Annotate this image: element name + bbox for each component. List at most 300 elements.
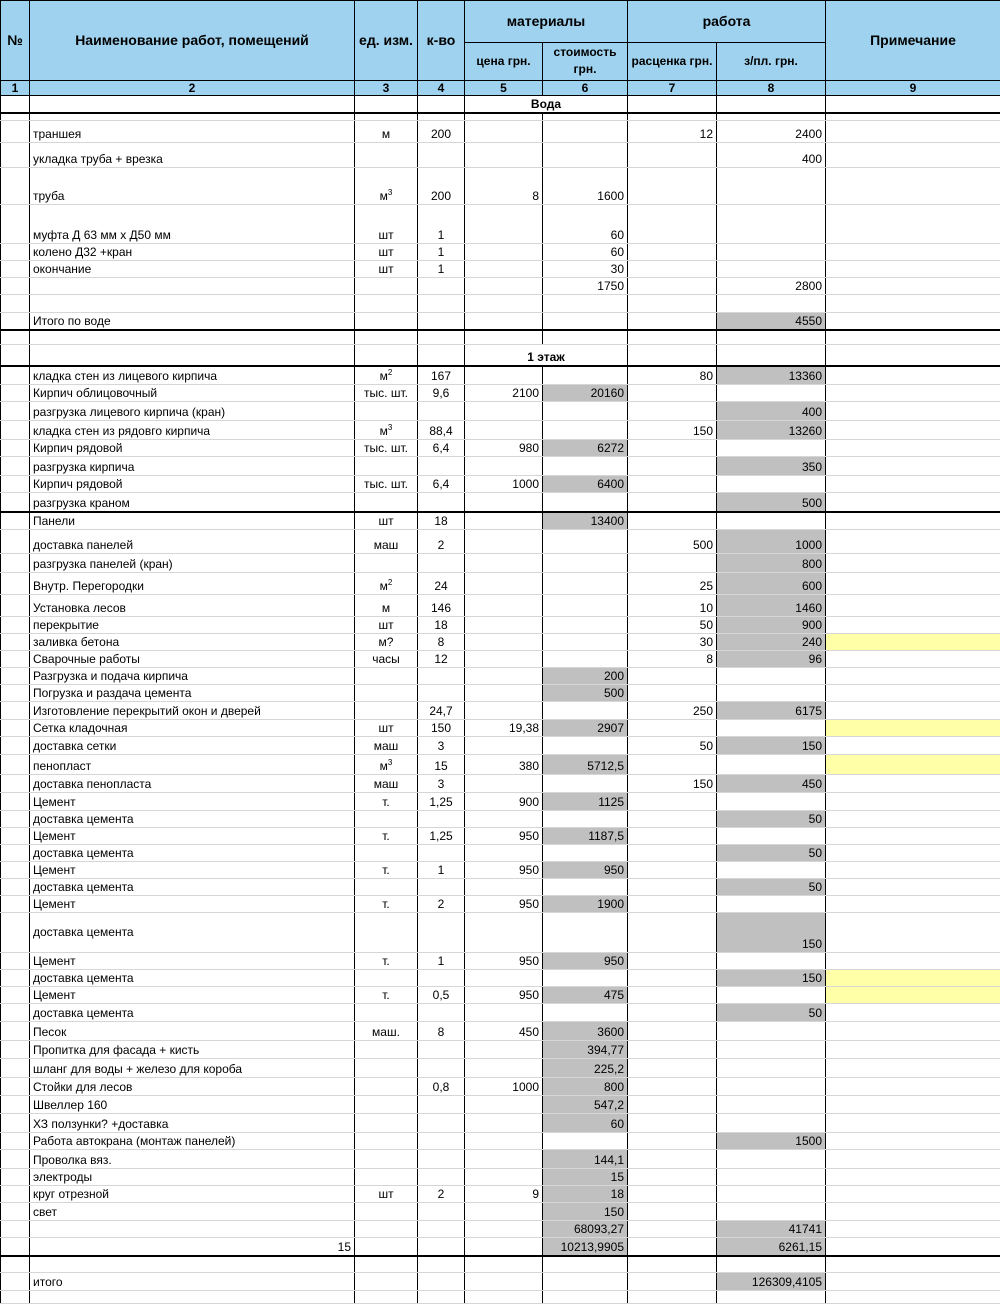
- cell-num: [1, 1041, 30, 1059]
- cell-wage: [717, 1096, 826, 1114]
- table-row: [1, 828, 1000, 845]
- table-row: [1, 1078, 1000, 1096]
- cell: [628, 96, 717, 113]
- cell-qty: 8: [418, 634, 465, 651]
- table-row: [1, 617, 1000, 634]
- cell-note: [826, 651, 1000, 668]
- cell-rate: [628, 1059, 717, 1078]
- cell-rate: 150: [628, 421, 717, 440]
- table-row: [1, 278, 1000, 295]
- cell-name: заливка бетона: [30, 634, 355, 651]
- cell-rate: [628, 1114, 717, 1133]
- cell-wage: [717, 512, 826, 530]
- unit-text: шт: [378, 514, 394, 528]
- table-row: [1, 1186, 1000, 1203]
- cell-cost: 30: [543, 261, 628, 278]
- cell-rate: [628, 476, 717, 493]
- cell-note: [826, 330, 1000, 345]
- cell-name: Сварочные работы: [30, 651, 355, 668]
- cell-wage: [717, 1041, 826, 1059]
- cell-rate: [628, 493, 717, 512]
- cell-unit: [355, 1169, 418, 1186]
- cell-num: [1, 862, 30, 879]
- cell-cost: [543, 330, 628, 345]
- table-row: [1, 1022, 1000, 1041]
- cell-rate: [628, 143, 717, 168]
- cell-name: доставка сетки: [30, 737, 355, 755]
- cell-qty: [418, 278, 465, 295]
- cell-num: [1, 440, 30, 457]
- cell-note: [826, 366, 1000, 385]
- cell-price: [465, 530, 543, 554]
- table-row: [1, 720, 1000, 737]
- cell-num: [1, 668, 30, 685]
- cell-num: [1, 476, 30, 493]
- cell-note: [826, 121, 1000, 143]
- col-number: 4: [418, 81, 465, 96]
- cell-note: [826, 205, 1000, 244]
- cell-qty: [418, 1169, 465, 1186]
- table-row: [1, 1221, 1000, 1238]
- cell-unit: [355, 755, 418, 775]
- cell-num: [1, 261, 30, 278]
- cell-cost: 500: [543, 685, 628, 702]
- cell-cost: [543, 879, 628, 896]
- header-price: цена грн.: [465, 43, 543, 81]
- table-row: [1, 313, 1000, 330]
- cell-unit: [355, 879, 418, 896]
- cell-note: [826, 554, 1000, 573]
- table-row: [1, 476, 1000, 493]
- cell-rate: [628, 1186, 717, 1203]
- cell-rate: 12: [628, 121, 717, 143]
- cell-wage: [717, 440, 826, 457]
- cell-cost: [543, 366, 628, 385]
- cell-qty: 1: [418, 261, 465, 278]
- cell-qty: 1: [418, 862, 465, 879]
- unit-text: шт: [378, 1187, 394, 1201]
- cell-wage: [717, 828, 826, 845]
- cell-num: [1, 720, 30, 737]
- cell-cost: 144,1: [543, 1150, 628, 1169]
- cell-rate: [628, 1133, 717, 1150]
- unit-text: часы: [372, 652, 400, 666]
- cell-unit: [355, 811, 418, 828]
- cell-note: [826, 1022, 1000, 1041]
- table-row: [1, 775, 1000, 793]
- cell-note: [826, 1238, 1000, 1256]
- cell-wage: [717, 1291, 826, 1304]
- cell-cost: [543, 421, 628, 440]
- cell-rate: [628, 313, 717, 330]
- cell: [355, 96, 418, 113]
- cell-unit: [355, 402, 418, 421]
- cell-note: [826, 295, 1000, 313]
- cell-note: [826, 720, 1000, 737]
- cell-price: [465, 1221, 543, 1238]
- cell-qty: [418, 1273, 465, 1291]
- cell: [418, 96, 465, 113]
- cell-wage: [717, 668, 826, 685]
- cell-unit: [355, 440, 418, 457]
- cell-num: [1, 702, 30, 720]
- cell-price: [465, 685, 543, 702]
- cell-note: [826, 1186, 1000, 1203]
- cell-price: 450: [465, 1022, 543, 1041]
- cell-num: [1, 755, 30, 775]
- cell-cost: [543, 530, 628, 554]
- cell-wage: 400: [717, 402, 826, 421]
- cell-qty: 200: [418, 168, 465, 205]
- cell-unit: [355, 113, 418, 121]
- cell-wage: [717, 330, 826, 345]
- cell-price: [465, 1133, 543, 1150]
- cell-num: [1, 845, 30, 862]
- cell-note: [826, 845, 1000, 862]
- cell-num: [1, 828, 30, 845]
- cell-cost: 6400: [543, 476, 628, 493]
- cell-cost: 950: [543, 953, 628, 970]
- cell-qty: [418, 1256, 465, 1273]
- cell-unit: [355, 261, 418, 278]
- cell-cost: [543, 811, 628, 828]
- table-body: [1, 96, 1000, 1304]
- table-row: [1, 530, 1000, 554]
- cell-name: укладка труба + врезка: [30, 143, 355, 168]
- cell-rate: [628, 330, 717, 345]
- cell-qty: [418, 402, 465, 421]
- unit-text: тыс. шт.: [364, 477, 408, 491]
- table-row: [1, 493, 1000, 512]
- cell-cost: 950: [543, 862, 628, 879]
- cell-note: [826, 595, 1000, 617]
- cell-cost: 6272: [543, 440, 628, 457]
- cell-rate: [628, 402, 717, 421]
- cell-unit: [355, 970, 418, 987]
- cell-price: [465, 1004, 543, 1022]
- cell-num: [1, 493, 30, 512]
- cell-name: Цемент: [30, 896, 355, 913]
- cell-unit: [355, 205, 418, 244]
- cell-rate: 500: [628, 530, 717, 554]
- cell-num: [1, 278, 30, 295]
- cell-note: [826, 953, 1000, 970]
- cell-unit: [355, 476, 418, 493]
- cell-name: [30, 113, 355, 121]
- cell-rate: 250: [628, 702, 717, 720]
- cell-unit: [355, 862, 418, 879]
- table-row: [1, 702, 1000, 720]
- cell-price: [465, 121, 543, 143]
- cell-note: [826, 1041, 1000, 1059]
- table-row: [1, 651, 1000, 668]
- cell-qty: 15: [418, 755, 465, 775]
- cell-cost: 800: [543, 1078, 628, 1096]
- cell-price: [465, 651, 543, 668]
- table-row: [1, 261, 1000, 278]
- cell-rate: 50: [628, 617, 717, 634]
- cell-wage: [717, 896, 826, 913]
- cell-name: разгрузка лицевого кирпича (кран): [30, 402, 355, 421]
- cell-note: [826, 1150, 1000, 1169]
- cell-unit: [355, 1291, 418, 1304]
- unit-text: шт: [378, 721, 394, 735]
- cell-rate: [628, 845, 717, 862]
- unit-exponent: 2: [387, 578, 393, 587]
- table-row: [1, 295, 1000, 313]
- cell-cost: 2907: [543, 720, 628, 737]
- cell-price: [465, 143, 543, 168]
- cell-rate: 25: [628, 573, 717, 595]
- cell-price: [465, 1114, 543, 1133]
- cell-name: [30, 1291, 355, 1304]
- cell-wage: 1500: [717, 1133, 826, 1150]
- cell-price: [465, 702, 543, 720]
- cell-qty: [418, 313, 465, 330]
- cell-unit: [355, 1078, 418, 1096]
- cell-rate: [628, 1096, 717, 1114]
- cell-price: [465, 512, 543, 530]
- table-row: [1, 755, 1000, 775]
- cell-unit: [355, 1203, 418, 1221]
- cell-price: 19,38: [465, 720, 543, 737]
- cell-price: [465, 295, 543, 313]
- cell-name: Кирпич рядовой: [30, 476, 355, 493]
- header-note: Примечание: [826, 1, 1000, 81]
- cell-qty: [418, 330, 465, 345]
- cell-qty: 3: [418, 737, 465, 755]
- cell-unit: [355, 668, 418, 685]
- cell-wage: 2800: [717, 278, 826, 295]
- cell-name: разгрузка панелей (кран): [30, 554, 355, 573]
- cell-note: [826, 987, 1000, 1004]
- cell-cost: [543, 617, 628, 634]
- cell-unit: [355, 702, 418, 720]
- cell-num: [1, 595, 30, 617]
- cell-note: [826, 113, 1000, 121]
- unit-text: т.: [382, 829, 390, 843]
- cell-name: Работа автокрана (монтаж панелей): [30, 1133, 355, 1150]
- cell-rate: 30: [628, 634, 717, 651]
- cell-wage: 41741: [717, 1221, 826, 1238]
- cell-rate: [628, 512, 717, 530]
- cell-price: [465, 1203, 543, 1221]
- cell-cost: [543, 121, 628, 143]
- cell-qty: 1: [418, 244, 465, 261]
- cell-note: [826, 1273, 1000, 1291]
- cell-name: колено Д32 +кран: [30, 244, 355, 261]
- cell-unit: [355, 493, 418, 512]
- table-row: [1, 168, 1000, 205]
- cell-wage: [717, 1256, 826, 1273]
- cell-qty: [418, 1059, 465, 1078]
- cell-num: [1, 554, 30, 573]
- cell-num: [1, 402, 30, 421]
- cell-note: [826, 896, 1000, 913]
- cell-qty: [418, 113, 465, 121]
- cell-note: [826, 862, 1000, 879]
- cell-qty: 18: [418, 617, 465, 634]
- cell-name: доставка цемента: [30, 970, 355, 987]
- table-row: [1, 793, 1000, 811]
- cell-wage: [717, 1186, 826, 1203]
- cell-wage: [717, 755, 826, 775]
- cell-cost: 15: [543, 1169, 628, 1186]
- cell-unit: [355, 1022, 418, 1041]
- cell-qty: 146: [418, 595, 465, 617]
- cell-price: 2100: [465, 385, 543, 402]
- cell-num: [1, 1078, 30, 1096]
- cell-num: [1, 573, 30, 595]
- cell-qty: 167: [418, 366, 465, 385]
- cell-num: [1, 143, 30, 168]
- cell-cost: [543, 113, 628, 121]
- header-rate: расценка грн.: [628, 43, 717, 81]
- table-row: [1, 595, 1000, 617]
- cell-num: [1, 896, 30, 913]
- cell-unit: [355, 1041, 418, 1059]
- cell-name: Цемент: [30, 953, 355, 970]
- cell-rate: [628, 168, 717, 205]
- cell-rate: [628, 205, 717, 244]
- cell-num: [1, 330, 30, 345]
- cell-price: [465, 737, 543, 755]
- unit-text: м: [379, 369, 388, 383]
- unit-text: т.: [382, 954, 390, 968]
- cell-qty: [418, 1221, 465, 1238]
- cell: [355, 345, 418, 366]
- cell-rate: [628, 1238, 717, 1256]
- col-number: 1: [1, 81, 30, 96]
- cell-price: [465, 668, 543, 685]
- cell-wage: 240: [717, 634, 826, 651]
- cell-cost: [543, 970, 628, 987]
- cell-cost: 3600: [543, 1022, 628, 1041]
- section-row: [1, 96, 1000, 113]
- cell-qty: 2: [418, 896, 465, 913]
- cell-qty: [418, 1238, 465, 1256]
- cell-num: [1, 121, 30, 143]
- cell-price: [465, 493, 543, 512]
- table-row: [1, 113, 1000, 121]
- cell-name: перекрытие: [30, 617, 355, 634]
- cell-rate: [628, 278, 717, 295]
- cell-name: Пропитка для фасада + кисть: [30, 1041, 355, 1059]
- cell-cost: 60: [543, 205, 628, 244]
- cell-name: круг отрезной: [30, 1186, 355, 1203]
- cell-wage: 50: [717, 845, 826, 862]
- cell-qty: 8: [418, 1022, 465, 1041]
- cell-num: [1, 1203, 30, 1221]
- cell-unit: [355, 330, 418, 345]
- cell-unit: [355, 143, 418, 168]
- cell-num: [1, 530, 30, 554]
- cell-price: [465, 1150, 543, 1169]
- cell-price: [465, 617, 543, 634]
- cell-price: [465, 573, 543, 595]
- section-title: Вода: [465, 96, 628, 113]
- unit-text: т.: [382, 897, 390, 911]
- cell-rate: [628, 457, 717, 476]
- cell-num: [1, 737, 30, 755]
- cell-qty: [418, 970, 465, 987]
- cell-qty: [418, 913, 465, 953]
- cell-wage: 350: [717, 457, 826, 476]
- cell-wage: 900: [717, 617, 826, 634]
- cell-wage: 1460: [717, 595, 826, 617]
- cell-name: Разгрузка и подача кирпича: [30, 668, 355, 685]
- unit-text: шт: [378, 245, 394, 259]
- cell-unit: [355, 685, 418, 702]
- cell-unit: [355, 896, 418, 913]
- cell-unit: [355, 168, 418, 205]
- cell-name: Швеллер 160: [30, 1096, 355, 1114]
- cell-unit: [355, 1238, 418, 1256]
- cell-wage: [717, 385, 826, 402]
- cell-unit: [355, 1096, 418, 1114]
- header-cost: стоимость грн.: [543, 43, 628, 81]
- header-materials: материалы: [465, 1, 628, 43]
- cell-qty: [418, 1133, 465, 1150]
- cell-price: [465, 330, 543, 345]
- table-row: [1, 668, 1000, 685]
- cell-num: [1, 512, 30, 530]
- cell-wage: 400: [717, 143, 826, 168]
- cell-price: [465, 1238, 543, 1256]
- unit-exponent: 2: [387, 368, 393, 377]
- cell-name: шланг для воды + железо для короба: [30, 1059, 355, 1078]
- cell-name: [30, 278, 355, 295]
- cell-rate: [628, 913, 717, 953]
- cell-price: 950: [465, 987, 543, 1004]
- table-row: [1, 811, 1000, 828]
- cell-wage: 50: [717, 879, 826, 896]
- cell-cost: 394,77: [543, 1041, 628, 1059]
- cell-unit: [355, 634, 418, 651]
- table-row: [1, 330, 1000, 345]
- cell-cost: [543, 702, 628, 720]
- cell-qty: [418, 493, 465, 512]
- cell-rate: [628, 755, 717, 775]
- cell-note: [826, 617, 1000, 634]
- cell-num: [1, 879, 30, 896]
- cell-note: [826, 828, 1000, 845]
- unit-exponent: 3: [387, 188, 393, 197]
- cell-rate: [628, 440, 717, 457]
- cell-note: [826, 1256, 1000, 1273]
- cell-wage: [717, 168, 826, 205]
- cell-cost: [543, 1256, 628, 1273]
- cell-cost: 68093,27: [543, 1221, 628, 1238]
- table-row: [1, 1203, 1000, 1221]
- cell-note: [826, 1078, 1000, 1096]
- cell-price: [465, 1169, 543, 1186]
- table-row: [1, 1273, 1000, 1291]
- cell-rate: [628, 1150, 717, 1169]
- cell-wage: 800: [717, 554, 826, 573]
- cell-note: [826, 793, 1000, 811]
- cell-name: Кирпич рядовой: [30, 440, 355, 457]
- cell-cost: [543, 402, 628, 421]
- cell-note: [826, 573, 1000, 595]
- cell-qty: 0,5: [418, 987, 465, 1004]
- cell-qty: [418, 1150, 465, 1169]
- cell-price: 1000: [465, 1078, 543, 1096]
- cell-name: Цемент: [30, 793, 355, 811]
- cell-price: [465, 634, 543, 651]
- unit-exponent: 3: [387, 758, 393, 767]
- cell-num: [1, 457, 30, 476]
